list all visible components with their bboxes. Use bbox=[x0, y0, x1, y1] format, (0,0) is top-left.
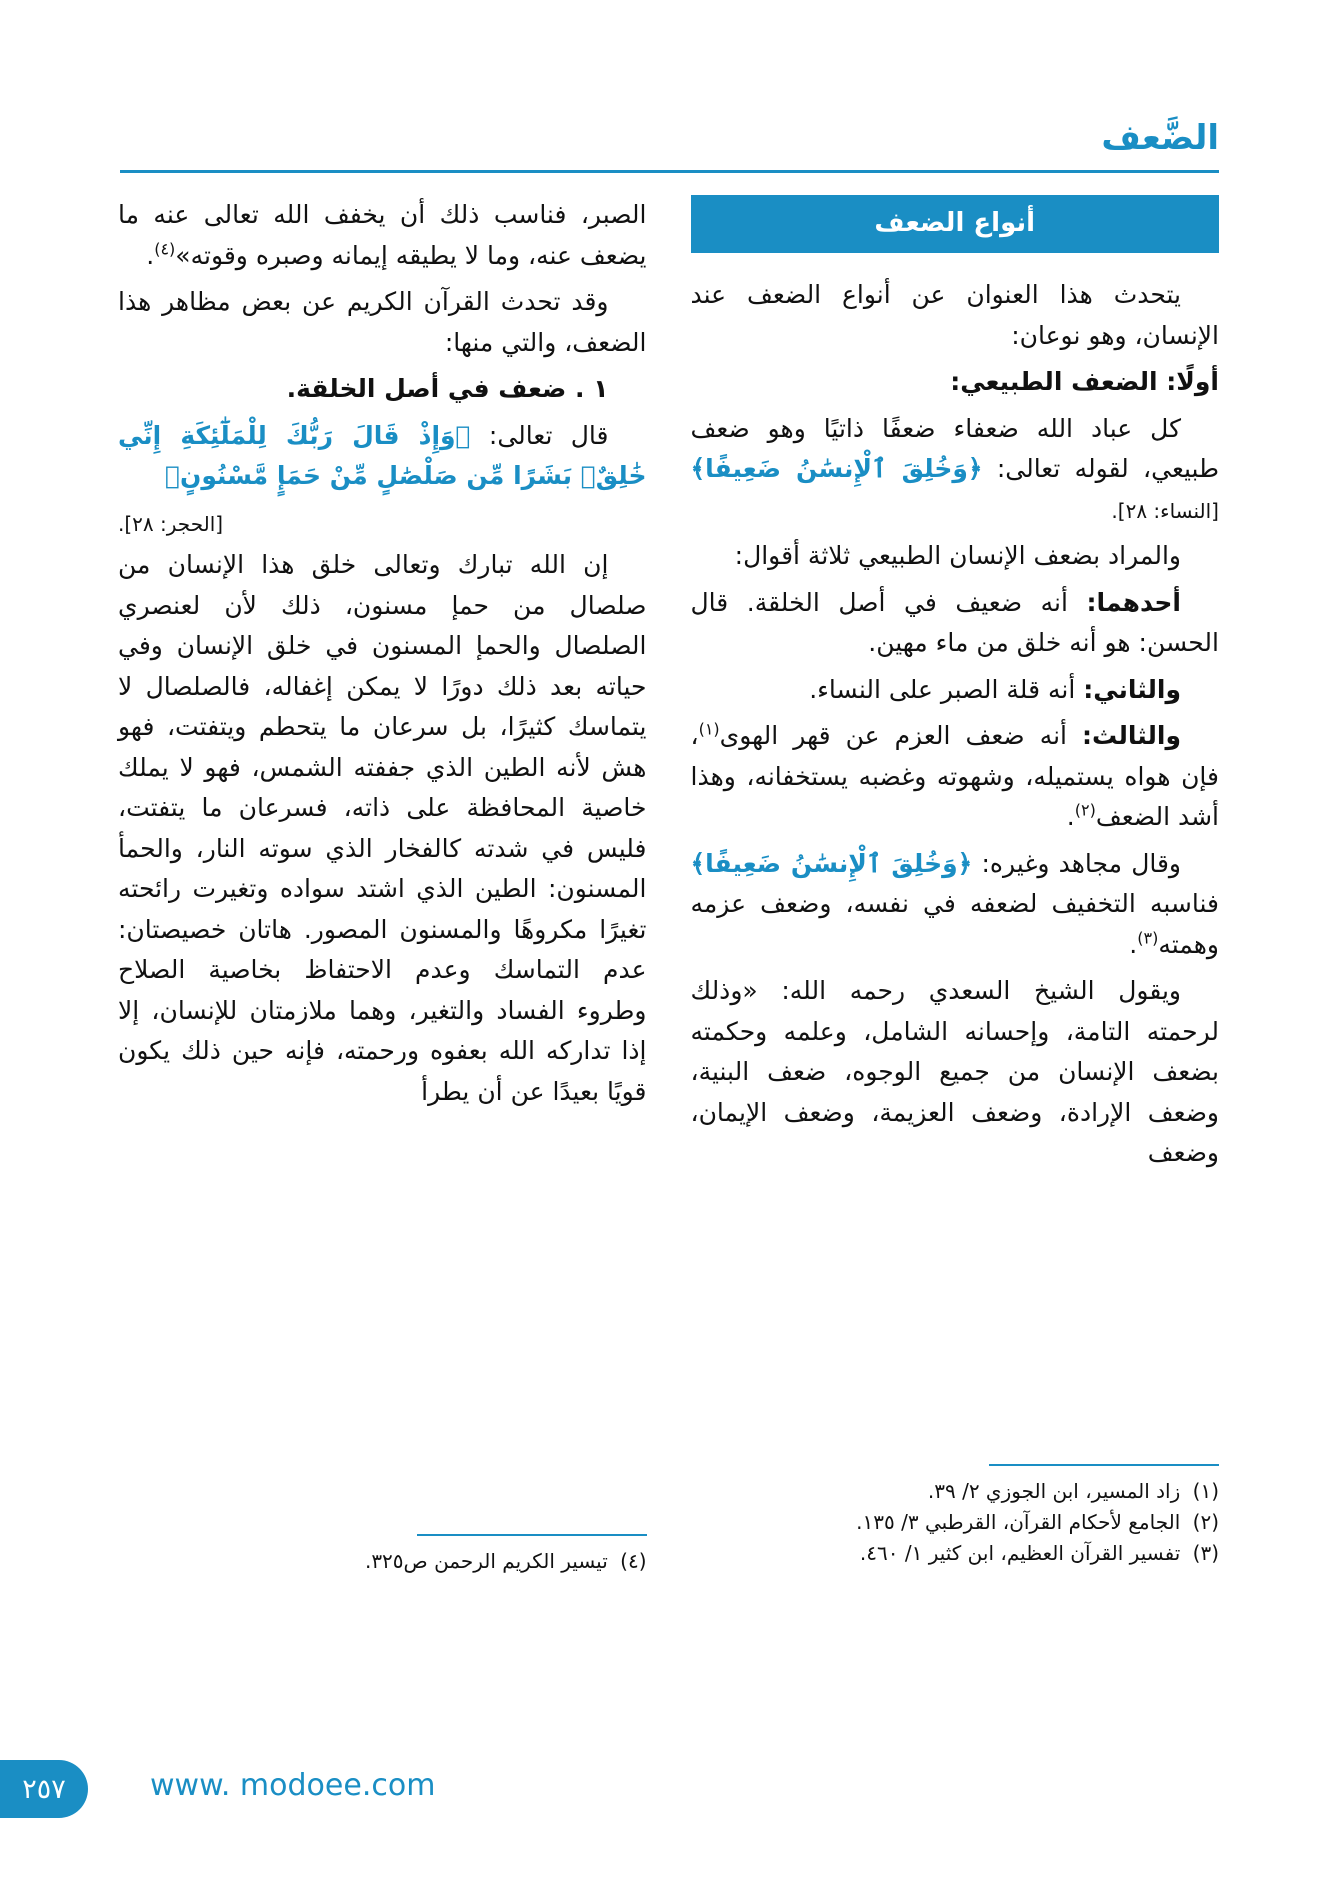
text-segment: الصبر، فناسب ذلك أن يخفف الله تعالى عنه ما يضعف عنه، وما لا يطيقه إيمانه وصبره وقوته» bbox=[118, 200, 647, 270]
verse-source: [النساء: ٢٨]. bbox=[1111, 498, 1219, 523]
footnote-number: (٤) bbox=[620, 1549, 647, 1573]
text-segment: . bbox=[1129, 929, 1138, 959]
article-columns bbox=[118, 195, 1219, 1615]
verse-source: [الحجر: ٢٨]. bbox=[118, 511, 224, 536]
footnote-text: الجامع لأحكام القرآن، القرطبي ٣/ ١٣٥. bbox=[856, 1510, 1181, 1534]
footnote-ref-2[interactable]: (٢) bbox=[1074, 800, 1096, 820]
site-url[interactable]: www. modoee.com bbox=[150, 1768, 436, 1803]
opinion-three-tail: ، فإن هواه يستميله، وشهوته وغضبه يستخفانه، وهذا أشد الضعف bbox=[690, 721, 1219, 831]
paragraph-explanation: إن الله تبارك وتعالى خلق هذا الإنسان من صلصال من حمإ مسنون، ذلك لأن لعنصري الصلصال والحمإ المسنون في خلق الإنسان وفي حياته بعد ذلك دورًا لا يمكن إغفاله، فالصلصال لا يتماسك كثيرًا، بل سرعان ما يتحطم ويتفتت، فهو هش لأنه الطين الذي جففته الشمس، فهو لا يملك خاصية المحافظة على ذاته، فسرعان ما يتفتت، فليس في شدته كالفخار الذي سوته النار، والحمأ المسنون: الطين الذي اشتد سواده وتغيرت رائحته تغيرًا مكروهًا والمسنون المصور. هاتان خصيصتان: عدم التماسك وعدم الاحتفاظ بخاصية الصلاح وطروء الفساد والتغير، وهما ملازمتان للإنسان، إلا إذا تداركه الله بعفوه ورحمته، فإنه حين ذلك يكون قويًا بعيدًا عن أن يطرأ bbox=[118, 550, 647, 1106]
footnote-divider bbox=[989, 1464, 1219, 1466]
footnote-item bbox=[691, 1507, 1220, 1538]
text-segment: كل عباد الله ضعفاء ضعفًا ذاتيًا وهو ضعف طبيعي، لقوله تعالى: bbox=[690, 413, 1219, 483]
footnote-text: زاد المسير، ابن الجوزي ٢/ ٣٩. bbox=[927, 1479, 1181, 1503]
opinion-three-label: والثالث: bbox=[1082, 721, 1181, 750]
footnote-ref-4[interactable]: (٤) bbox=[154, 239, 176, 259]
footnote-divider bbox=[417, 1534, 647, 1536]
opinion-three-end: . bbox=[1066, 802, 1075, 831]
column-left bbox=[118, 195, 647, 1615]
subheading-creation-weakness: ١ . ضعف في أصل الخلقة. bbox=[286, 374, 609, 403]
text-segment: قال تعالى: bbox=[470, 420, 609, 450]
opinion-two-text: أنه قلة الصبر على النساء. bbox=[809, 674, 1084, 704]
footnote-text: تيسير الكريم الرحمن ص٣٢٥. bbox=[364, 1549, 608, 1573]
paragraph-quran-mentions: وقد تحدث القرآن الكريم عن بعض مظاهر هذا الضعف، والتي منها: bbox=[118, 287, 647, 357]
opinion-two-label: والثاني: bbox=[1083, 674, 1181, 704]
text-segment: وقال مجاهد وغيره: bbox=[972, 848, 1181, 878]
footnote-item bbox=[691, 1538, 1220, 1569]
footnote-item bbox=[691, 1476, 1220, 1507]
footnote-ref-1[interactable]: (١) bbox=[698, 719, 720, 739]
paragraph-continued bbox=[118, 195, 647, 276]
paragraph-mujahid bbox=[691, 844, 1220, 966]
page-number: ٢٥٧ bbox=[0, 1760, 88, 1818]
footnote-item bbox=[118, 1546, 647, 1577]
paragraph-verse-hijr bbox=[118, 416, 647, 497]
text-segment: فناسبه التخفيف لضعفه في نفسه، وضعف عزمه وهمته bbox=[690, 889, 1219, 959]
quran-verse: ﴿وَخُلِقَ ٱلْإِنسَٰنُ ضَعِيفًا﴾ bbox=[690, 454, 983, 483]
footnote-number: (٣) bbox=[1192, 1541, 1219, 1565]
quran-verse: ﴿وَإِذْ قَالَ رَبُّكَ لِلْمَلَٰٓئِكَةِ إِنِّي خَٰلِقٌۢ بَشَرًا مِّن صَلْصَٰلٍ مِّنْ حَمَإٍ مَّسْنُونٍ﴾ bbox=[118, 420, 647, 490]
footnotes-right bbox=[691, 1464, 1220, 1569]
paragraph-saadi: ويقول الشيخ السعدي رحمه الله: «وذلك لرحمته التامة، وإحسانه الشامل، وعلمه وحكمته بضعف الإنسان من جميع الوجوه، ضعف البنية، وضعف الإرادة، وضعف العزيمة، وضعف الإيمان، وضعف bbox=[690, 976, 1219, 1167]
text-segment: . bbox=[146, 240, 155, 270]
footnote-ref-3[interactable]: (٣) bbox=[1137, 928, 1159, 948]
opinion-one-label: أحدهما: bbox=[1086, 587, 1181, 617]
paragraph-opinion-two bbox=[691, 670, 1220, 711]
footnote-number: (٢) bbox=[1192, 1510, 1219, 1534]
quran-verse: ﴿وَخُلِقَ ٱلْإِنسَٰنُ ضَعِيفًا﴾ bbox=[690, 848, 973, 878]
paragraph-opinion-three bbox=[691, 716, 1220, 838]
verse-source-line bbox=[118, 503, 647, 544]
footnote-number: (١) bbox=[1192, 1479, 1219, 1503]
page-header bbox=[120, 120, 1219, 180]
page-title: الضَّعف bbox=[1101, 118, 1219, 158]
page-footer bbox=[0, 1760, 1339, 1830]
opinion-three-text: أنه ضعف العزم عن قهر الهوى bbox=[719, 721, 1083, 750]
footnotes-left bbox=[118, 1534, 647, 1577]
opinion-one-text: أنه ضعيف في أصل الخلقة. قال الحسن: هو أنه خلق من ماء مهين. bbox=[690, 587, 1219, 657]
paragraph-natural-weakness bbox=[691, 409, 1220, 531]
footnote-text: تفسير القرآن العظيم، ابن كثير ١/ ٤٦٠. bbox=[859, 1541, 1181, 1565]
paragraph-opinion-one bbox=[691, 583, 1220, 664]
column-right bbox=[691, 195, 1220, 1615]
paragraph-intro: يتحدث هذا العنوان عن أنواع الضعف عند الإنسان، وهو نوعان: bbox=[690, 280, 1219, 350]
paragraph-three-opinions: والمراد بضعف الإنسان الطبيعي ثلاثة أقوال: bbox=[734, 541, 1181, 570]
subheading-natural-weakness: أولًا: الضعف الطبيعي: bbox=[950, 367, 1219, 396]
header-divider bbox=[120, 170, 1219, 173]
section-banner: أنواع الضعف bbox=[691, 195, 1220, 253]
